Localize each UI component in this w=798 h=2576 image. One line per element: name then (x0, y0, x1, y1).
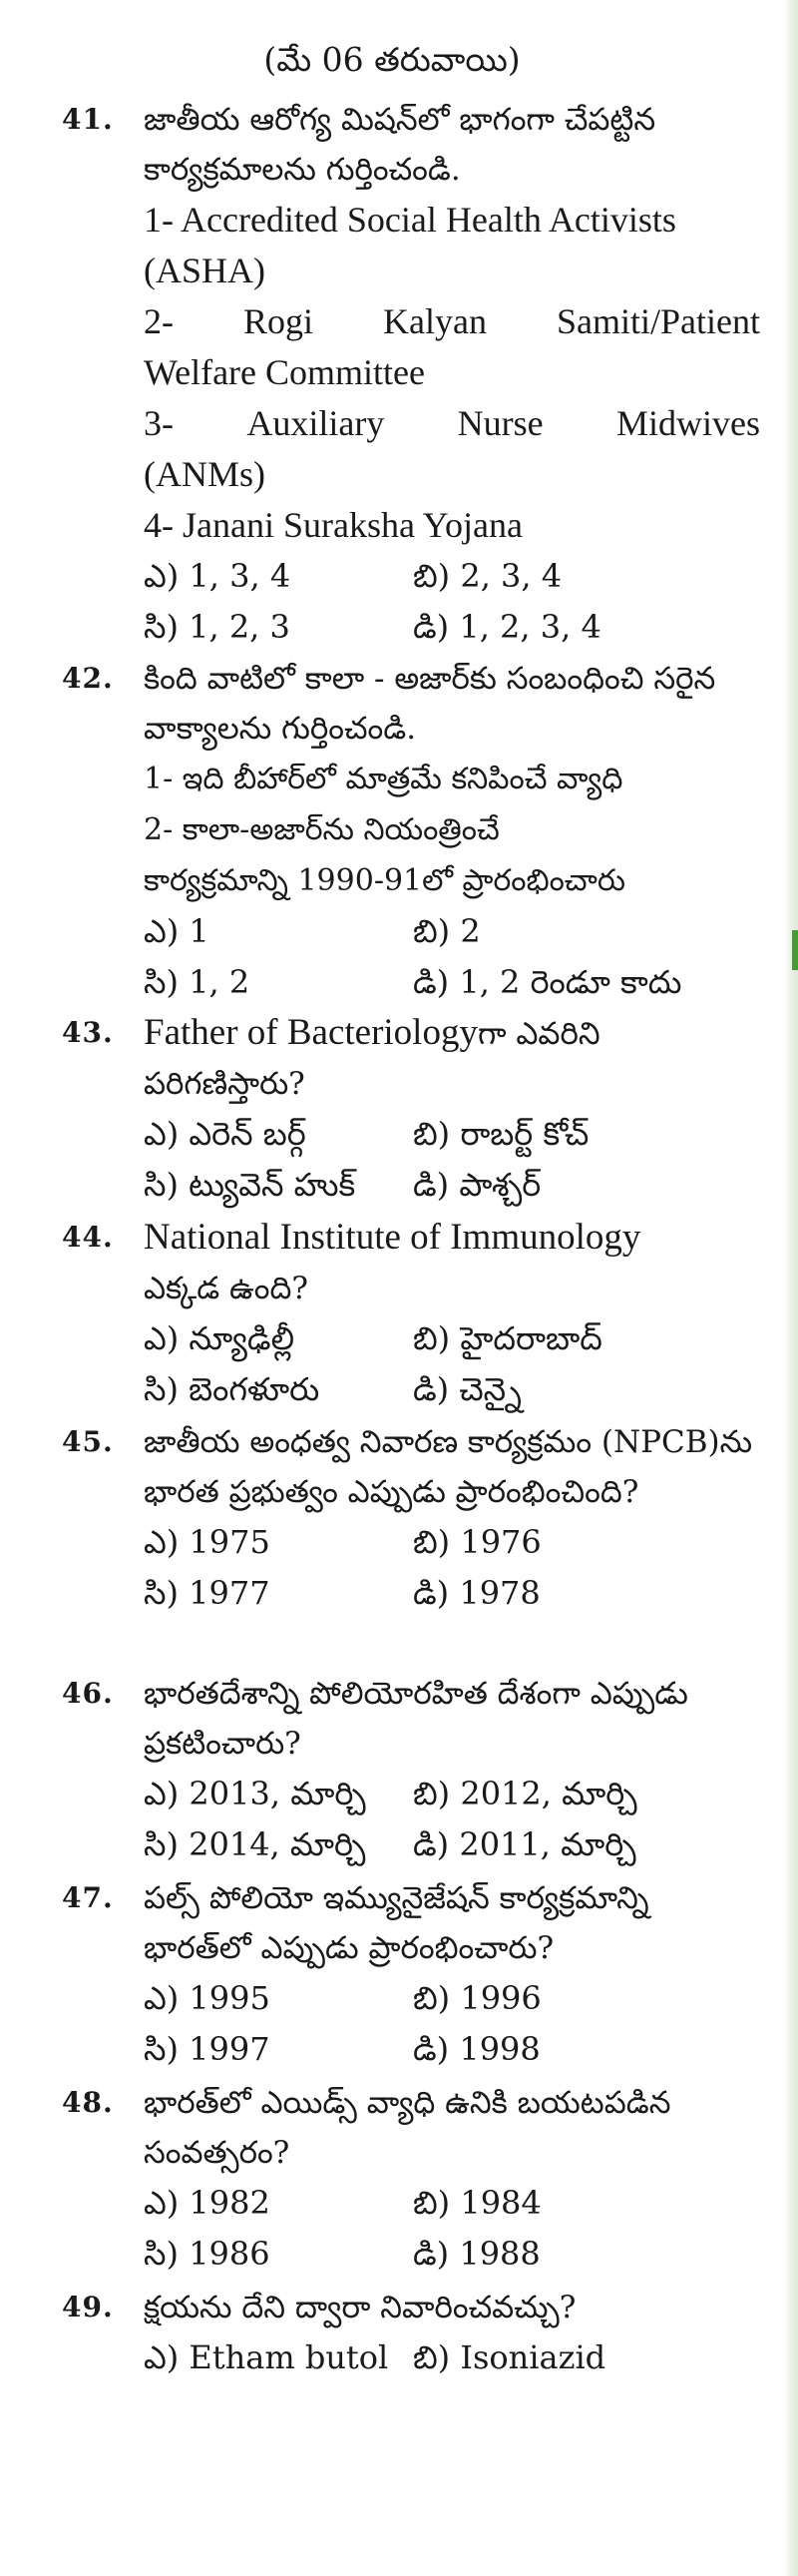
statement-2 (144, 296, 760, 347)
question-text (144, 1008, 760, 1109)
option-b: బి) హైదరాబాద్ (413, 1319, 602, 1357)
option-c: సి) 1, 2 (144, 963, 250, 1001)
option-b: బి) 1996 (413, 1979, 542, 2017)
option-c: సి) 1997 (144, 2030, 270, 2068)
question-47 (62, 1873, 760, 2075)
statement-2-cont: Welfare Committee (144, 352, 425, 392)
option-a: ఎ) Etham butol (144, 2338, 389, 2376)
question-44 (62, 1213, 760, 1415)
option-d: డి) 1, 2 రెండూ కాదు (413, 963, 682, 1001)
option-a: ఎ) న్యూఢిల్లీ (144, 1319, 295, 1357)
question-text (144, 1213, 760, 1313)
question-number: 44. (62, 1221, 114, 1254)
statement-3-cont: (ANMs) (144, 454, 265, 494)
option-a: ఎ) 1982 (144, 2184, 270, 2222)
question-text: భారతదేశాన్ని పోలియోరహిత దేశంగా ఎప్పుడు ప్రకటించారు? (144, 1676, 688, 1762)
word: 3- (144, 403, 174, 443)
question-text: పల్స్ పోలియో ఇమ్యునైజేషన్ కార్యక్రమాన్ని భారత్‌లో ఎప్పుడు ప్రారంభించారు? (144, 1880, 649, 1966)
option-b: బి) 2012, మార్చి (413, 1775, 637, 1812)
question-number: 45. (62, 1425, 114, 1458)
option-a: ఎ) 1975 (144, 1523, 270, 1561)
statement-1: 1- ఇది బీహార్‌లో మాత్రమే కనిపించే వ్యాధి (144, 762, 623, 796)
question-lead: Father of Bacteriology (144, 1012, 478, 1053)
question-text: జాతీయ ఆరోగ్య మిషన్‌లో భాగంగా చేపట్టిన కార్యక్రమాలను గుర్తించండి. (144, 102, 656, 188)
option-a: ఎ) 1 (144, 912, 209, 950)
option-c: సి) 2014, మార్చి (144, 1825, 366, 1863)
option-b: బి) 1976 (413, 1523, 542, 1561)
question-number: 49. (62, 2291, 114, 2323)
option-c: సి) 1977 (144, 1574, 270, 1612)
question-text: కింది వాటిలో కాలా - అజార్‌కు సంబంధించి సరైన వాక్యాలను గుర్తించండి. (144, 661, 716, 747)
option-a: ఎ) 1995 (144, 1979, 270, 2017)
option-b: బి) 2, 3, 4 (413, 557, 563, 595)
edge-marker (792, 930, 798, 970)
question-41 (62, 95, 760, 653)
question-43 (62, 1008, 760, 1211)
question-number: 42. (62, 662, 114, 695)
option-d: డి) 1988 (413, 2235, 541, 2273)
question-46 (62, 1669, 760, 1870)
option-c: సి) బెంగళూరు (144, 1370, 320, 1408)
statement-2-cont: కార్యక్రమాన్ని 1990-91లో ప్రారంభించారు (144, 863, 626, 898)
question-42 (62, 654, 760, 1008)
option-a: ఎ) ఎరెన్ బర్గ్ (144, 1115, 306, 1153)
page-edge (784, 0, 798, 2576)
statement-1-cont: (ASHA) (144, 251, 265, 290)
statement-3 (144, 398, 760, 449)
option-a: ఎ) 1, 3, 4 (144, 557, 291, 595)
option-d: డి) 1998 (413, 2030, 541, 2068)
option-b: బి) రాబర్ట్ కోచ్ (413, 1115, 590, 1153)
word: Kalyan (383, 301, 487, 341)
option-d: డి) 1, 2, 3, 4 (413, 608, 601, 646)
question-number: 46. (62, 1677, 114, 1710)
option-c: సి) 1986 (144, 2235, 270, 2273)
question-48 (62, 2078, 760, 2280)
continuation-header: (మే 06 తరువాయి) (263, 40, 521, 79)
word: Midwives (616, 403, 760, 443)
question-text: జాతీయ అంధత్వ నివారణ కార్యక్రమం (NPCB)ను భారత ప్రభుత్వం ఎప్పుడు ప్రారంభించింది? (144, 1424, 753, 1510)
option-c: సి) ట్యువెన్ హుక్ (144, 1166, 356, 1204)
word: Rogi (243, 301, 314, 341)
word: Auxiliary (246, 403, 385, 443)
question-number: 47. (62, 1881, 114, 1914)
question-49 (62, 2283, 760, 2383)
word: Nurse (457, 403, 544, 443)
statement-4: 4- Janani Suraksha Yojana (144, 505, 523, 545)
statement-2: 2- కాలా-అజార్‌ను నియంత్రించే (144, 812, 500, 847)
question-45 (62, 1417, 760, 1619)
question-number: 41. (62, 103, 114, 136)
option-b: బి) 1984 (413, 2184, 542, 2222)
option-d: డి) 2011, మార్చి (413, 1825, 636, 1863)
option-d: డి) పాశ్చర్ (413, 1166, 542, 1204)
question-number: 48. (62, 2086, 114, 2119)
question-text: క్షయను దేని ద్వారా నివారించవచ్చు? (144, 2290, 577, 2325)
question-lead: National Institute of Immunology (144, 1217, 641, 1258)
question-number: 43. (62, 1016, 114, 1049)
option-a: ఎ) 2013, మార్చి (144, 1775, 366, 1812)
word: Samiti/Patient (556, 301, 760, 341)
question-text: భారత్‌లో ఎయిడ్స్ వ్యాధి ఉనికి బయటపడిన సంవత్సరం? (144, 2085, 671, 2171)
word: 2- (144, 301, 174, 341)
option-b: బి) Isoniazid (413, 2338, 606, 2376)
option-c: సి) 1, 2, 3 (144, 608, 290, 646)
question-tail: ఎక్కడ ఉంది? (144, 1271, 308, 1306)
question-tail: గా ఎవరిని పరిగణిస్తారు? (144, 1016, 600, 1102)
option-b: బి) 2 (413, 912, 481, 950)
option-d: డి) చెన్నై (413, 1370, 522, 1408)
statement-1: 1- Accredited Social Health Activists (144, 200, 676, 240)
option-d: డి) 1978 (413, 1574, 541, 1612)
